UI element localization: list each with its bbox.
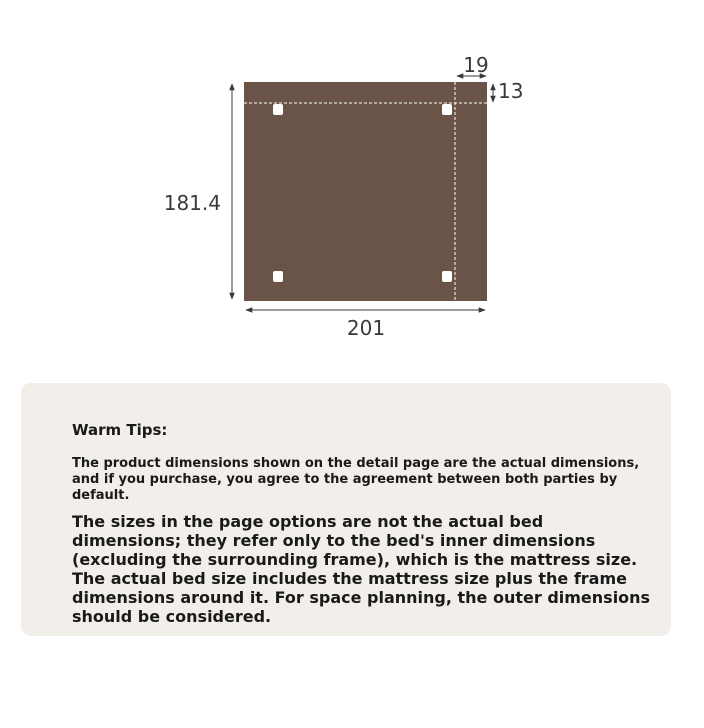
- warm-tips-card: [21, 383, 671, 636]
- corner-marker: [273, 271, 283, 282]
- corner-marker: [273, 104, 283, 115]
- width-label: 201: [346, 316, 386, 340]
- warm-tips-paragraph-2: The sizes in the page options are not the actual bed dimensions; they refer only to the bed's inner dimensions (excluding the surrounding frame), which is the mattress size. The actual bed size includes the mattress size plus the frame dimensions around it. For space planning, the outer dimensions should be considered.: [72, 512, 651, 626]
- height-label: 181.4: [163, 191, 221, 215]
- frame-top-label: 13: [498, 79, 524, 103]
- corner-marker: [442, 104, 452, 115]
- warm-tips-paragraph-1: The product dimensions shown on the detail page are the actual dimensions, and if you purchase, you agree to the agreement between both parties by default.: [72, 456, 640, 503]
- corner-marker: [442, 271, 452, 282]
- warm-tips-title: Warm Tips:: [72, 421, 168, 439]
- frame-side-label: 19: [463, 53, 489, 77]
